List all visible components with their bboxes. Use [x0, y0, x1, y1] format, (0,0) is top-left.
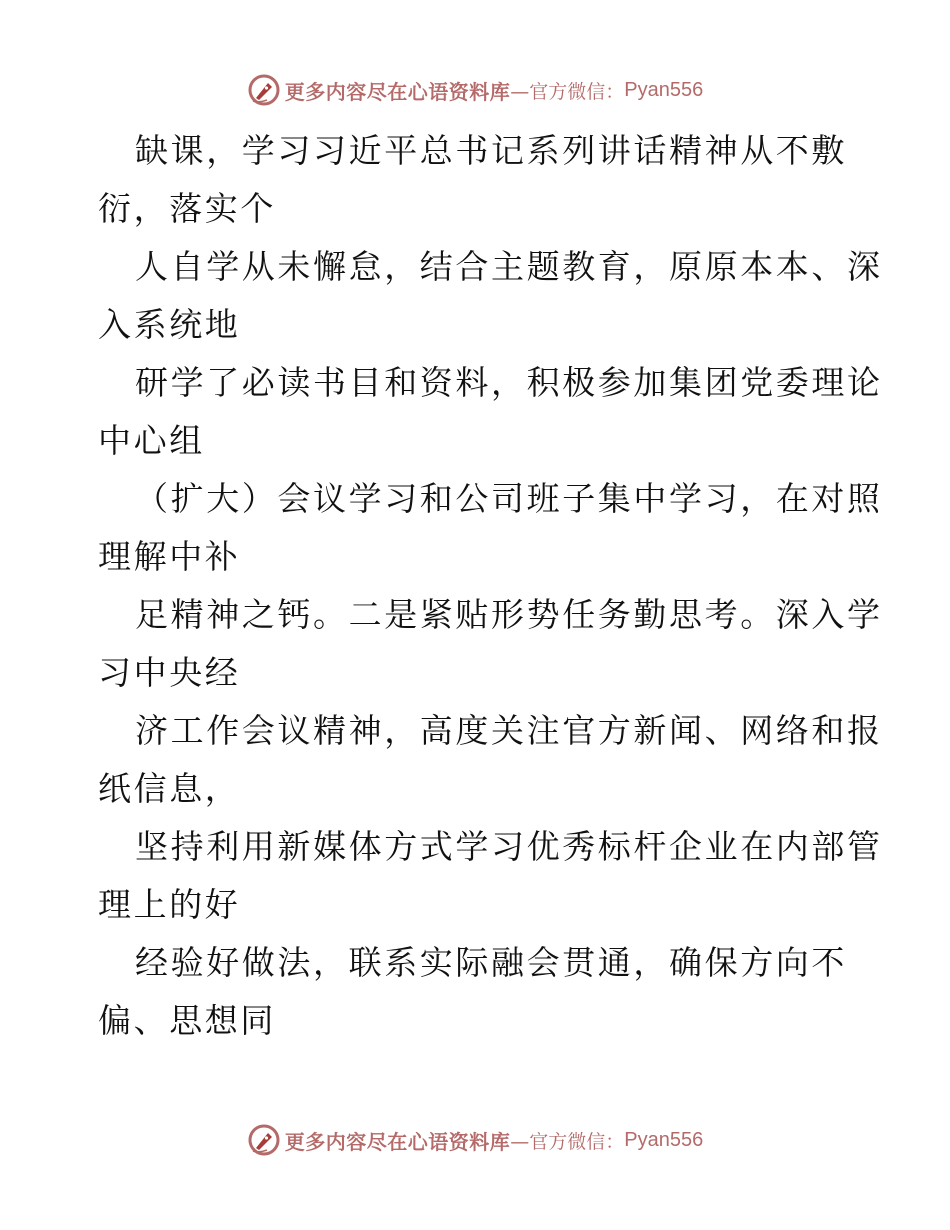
- text-line: 中心组: [98, 421, 205, 460]
- text-line: 习中央经: [98, 653, 241, 692]
- banner-wechat-id: Pyan556: [624, 78, 704, 101]
- footer-banner: [0, 1120, 950, 1160]
- body-text: [98, 122, 883, 1050]
- text-line: 研学了必读书目和资料，积极参加集团党委理论: [135, 363, 883, 402]
- banner-wechat-label: —官方微信：: [510, 80, 625, 103]
- text-line: 足精神之钙。二是紧贴形势任务勤思考。深入学: [135, 595, 883, 634]
- banner-title: 更多内容尽在心语资料库: [284, 1129, 511, 1154]
- text-line: （扩大）会议学习和公司班子集中学习，在对照: [135, 479, 883, 518]
- text-line: 人自学从未懈怠，结合主题教育，原原本本、深: [135, 247, 883, 286]
- text-line: 理上的好: [98, 885, 241, 924]
- text-line: 坚持利用新媒体方式学习优秀标杆企业在内部管: [135, 827, 883, 866]
- text-line: 衍，落实个: [98, 189, 276, 228]
- banner-wechat-id: Pyan556: [624, 1128, 704, 1151]
- text-line: 经验好做法，联系实际融会贯通，确保方向不: [135, 943, 847, 982]
- text-line: 缺课，学习习近平总书记系列讲话精神从不敷: [135, 131, 847, 170]
- header-banner: [0, 70, 950, 110]
- banner-title: 更多内容尽在心语资料库: [284, 79, 511, 104]
- text-line: 济工作会议精神，高度关注官方新闻、网络和报: [135, 711, 883, 750]
- pen-nib-circle-icon: [247, 73, 281, 107]
- banner-wechat-label: —官方微信：: [510, 1130, 625, 1153]
- text-line: 纸信息，: [98, 769, 241, 808]
- text-line: 偏、思想同: [98, 1001, 276, 1040]
- pen-nib-circle-icon: [247, 1123, 281, 1157]
- text-line: 理解中补: [98, 537, 241, 576]
- text-line: 入系统地: [98, 305, 241, 344]
